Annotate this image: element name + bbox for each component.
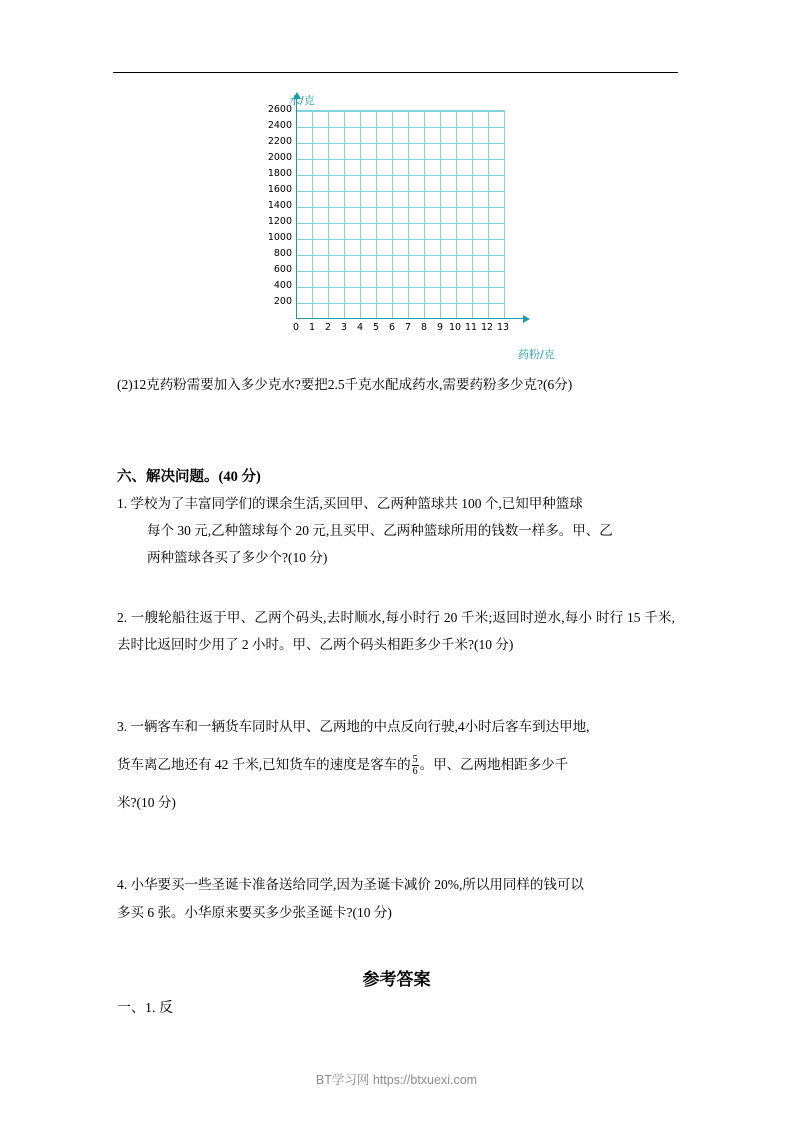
y-tick: 800 (273, 248, 292, 259)
x-tick: 1 (308, 322, 316, 333)
problem-1 (117, 490, 675, 571)
answers-line-1: 一、1. 反 (117, 1001, 173, 1016)
y-tick: 2000 (267, 152, 292, 163)
problem-4 (117, 871, 675, 927)
section-six-heading: 六、解决问题。(40 分) (117, 469, 261, 485)
problem-3-line-2a: 货车离乙地还有 42 千米,已知货车的速度是客车的 (117, 757, 411, 772)
fraction-numerator: 5 (412, 753, 418, 765)
y-axis-ticks (248, 104, 292, 318)
y-tick: 600 (273, 264, 292, 275)
x-tick: 9 (436, 322, 444, 333)
problem-4-line-1: 4. 小华要买一些圣诞卡准备送给同学,因为圣诞卡减价 20%,所以用同样的钱可以 (117, 877, 584, 892)
problem-3-line-1: 3. 一辆客车和一辆货车同时从甲、乙两地的中点反向行驶,4小时后客车到达甲地, (117, 719, 590, 734)
y-tick: 1800 (267, 168, 292, 179)
problem-2 (117, 604, 675, 658)
problem-1-line-2: 每个 30 元,乙种篮球每个 20 元,且买甲、乙两种篮球所用的钱数一样多。甲、乙 (147, 523, 613, 538)
problem-4-line-2: 多买 6 张。小华原来要买多少张圣诞卡?(10 分) (117, 905, 392, 920)
chart-gridlines (296, 110, 505, 319)
y-tick: 1200 (267, 216, 292, 227)
x-tick: 0 (292, 322, 300, 333)
y-tick: 200 (273, 296, 292, 307)
fraction-denominator: 6 (412, 765, 418, 777)
problem-2-line-2: 时行 15 千米,去时比返回时少用了 2 小时。甲、乙两个码头相距多少千米?(10 分) (117, 610, 676, 652)
y-tick: 2200 (267, 136, 292, 147)
fraction-five-sixths (412, 754, 419, 777)
x-tick: 13 (496, 322, 510, 333)
x-tick: 7 (404, 322, 412, 333)
problem-3 (117, 708, 675, 822)
y-axis-line (296, 98, 297, 318)
x-tick: 8 (420, 322, 428, 333)
x-tick: 3 (340, 322, 348, 333)
x-tick: 10 (448, 322, 462, 333)
x-tick: 11 (464, 322, 478, 333)
problem-1-line-1: 1. 学校为了丰富同学们的课余生活,买回甲、乙两种篮球共 100 个,已知甲种篮球 (117, 496, 583, 511)
y-axis-label: 水/克 (289, 94, 315, 107)
x-tick: 2 (324, 322, 332, 333)
site-footer: BT学习网 https://btxuexi.com (315, 1073, 478, 1087)
x-tick: 12 (480, 322, 494, 333)
x-tick: 6 (388, 322, 396, 333)
problem-3-line-2b: 。甲、乙两地相距多少千 (419, 757, 569, 772)
coordinate-grid-chart (240, 92, 560, 367)
y-tick: 2600 (267, 104, 292, 115)
problem-3-line-3: 米?(10 分) (117, 795, 176, 810)
question-2-text: (2)12克药粉需要加入多少克水?要把2.5千克水配成药水,需要药粉多少克?(6分) (117, 377, 573, 392)
y-tick: 2400 (267, 120, 292, 131)
x-tick: 4 (356, 322, 364, 333)
x-axis-ticks (288, 322, 528, 336)
answers-heading: 参考答案 (362, 970, 431, 989)
y-tick: 400 (273, 280, 292, 291)
y-tick: 1400 (267, 200, 292, 211)
x-axis-label: 药粉/克 (518, 348, 555, 361)
x-axis-line (296, 318, 524, 319)
x-tick: 5 (372, 322, 380, 333)
header-rule (113, 72, 678, 73)
y-tick: 1600 (267, 184, 292, 195)
problem-1-line-3: 两种篮球各买了多少个?(10 分) (147, 550, 328, 565)
y-tick: 1000 (267, 232, 292, 243)
problem-2-line-1: 2. 一艘轮船往返于甲、乙两个码头,去时顺水,每小时行 20 千米;返回时逆水,每小 (117, 610, 593, 625)
